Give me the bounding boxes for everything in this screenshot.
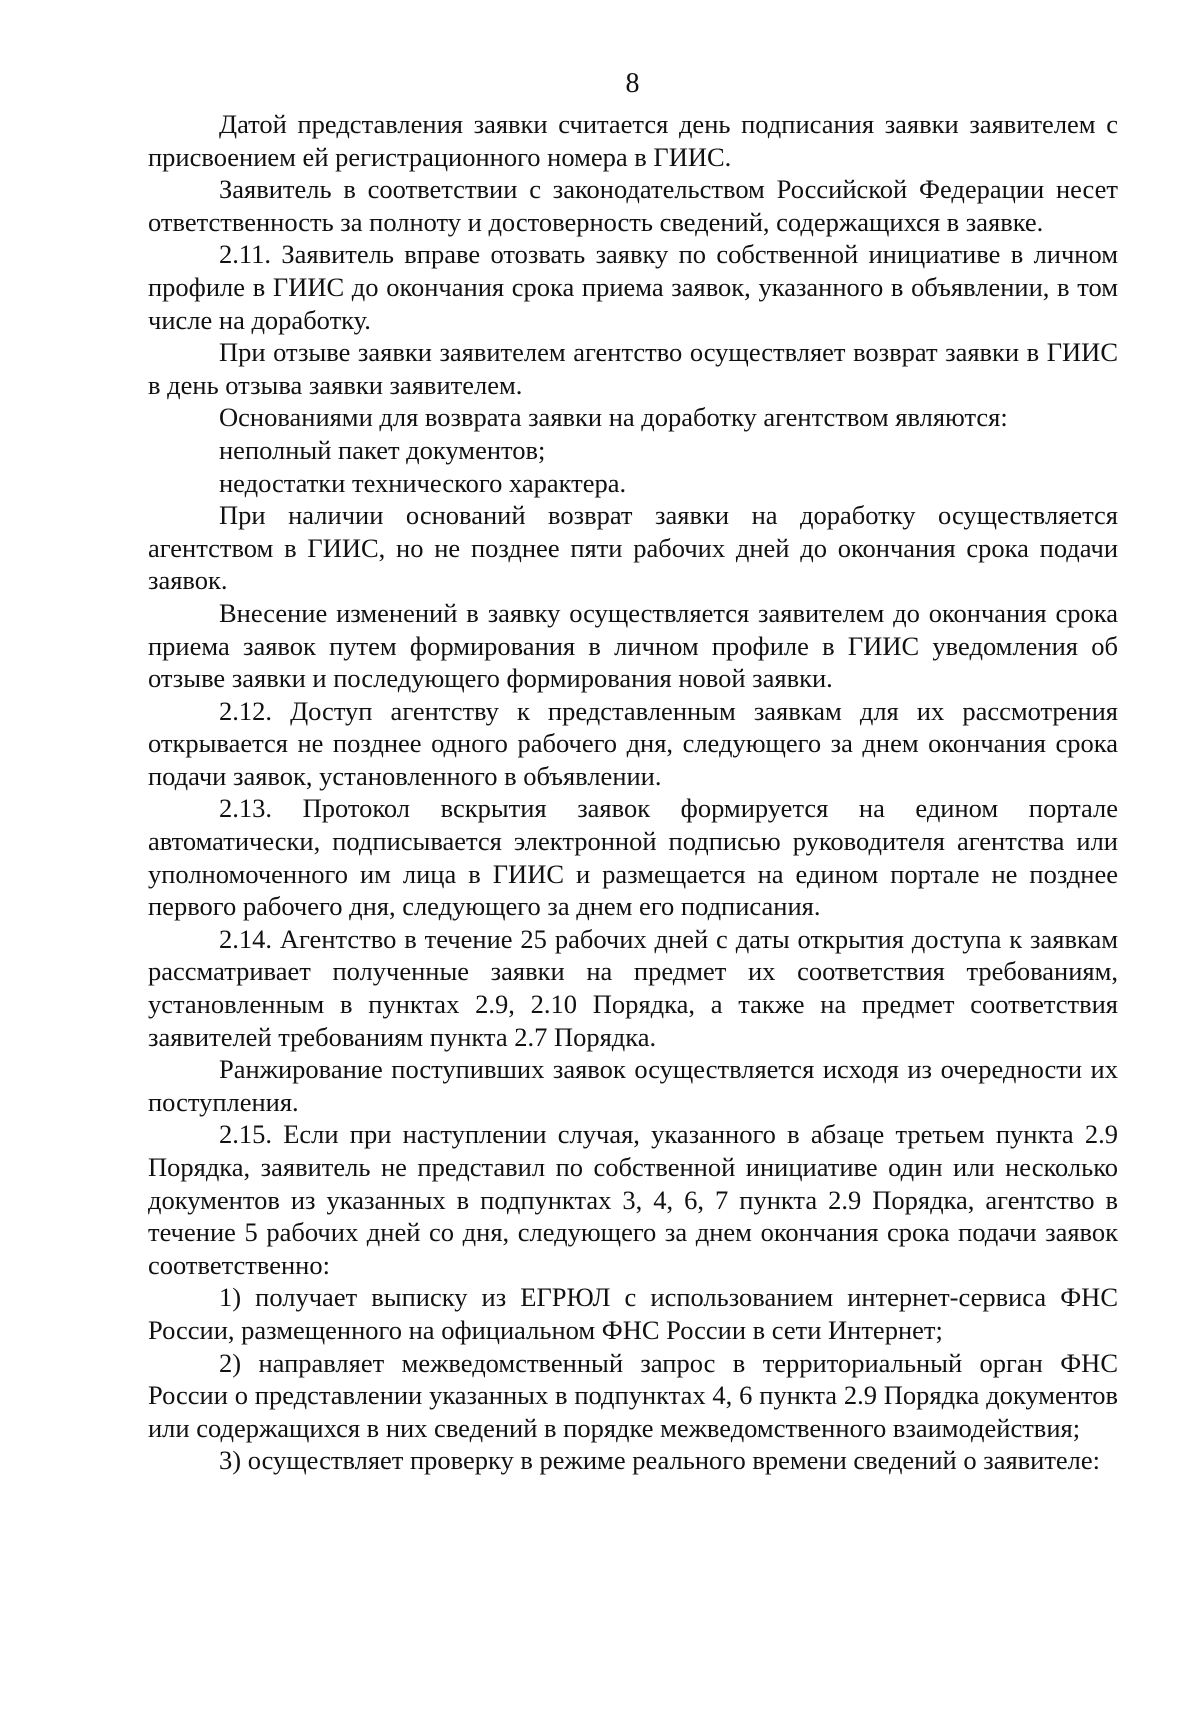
paragraph-applicant-responsibility: Заявитель в соответствии с законодательством Российской Федерации несет ответственность за полноту и достоверность сведений, содержащихся в заявке.: [148, 174, 1118, 237]
paragraph-application-changes: Внесение изменений в заявку осуществляется заявителем до окончания срока приема заявок путем формирования в личном профиле в ГИИС уведомления об отзыве заявки и последующего формирования новой заявки.: [148, 597, 1118, 694]
paragraph-2-13: 2.13. Протокол вскрытия заявок формируется на едином портале автоматически, подписывается электронной подписью руководителя агентства или уполномоченного им лица в ГИИС и размещается на едином портале не позднее первого рабочего дня, следующего за днем его подписания.: [148, 793, 1118, 922]
list-item-2: 2) направляет межведомственный запрос в территориальный орган ФНС России о представлении указанных в подпунктах 4, 6 пункта 2.9 Порядка документов или содержащихся в них сведений в порядке межведомственного взаимодействия;: [148, 1347, 1118, 1443]
paragraph-2-14: 2.14. Агентство в течение 25 рабочих дней с даты открытия доступа к заявкам рассматривает полученные заявки на предмет их соответствия требованиям, установленным в пунктах 2.9, 2.10 Порядка, а также на предмет соответствия заявителей требованиям пункта 2.7 Порядка.: [148, 923, 1118, 1052]
document-body: [148, 108, 1118, 1477]
paragraph-submission-date: Датой представления заявки считается день подписания заявки заявителем с присвоением ей регистрационного номера в ГИИС.: [148, 109, 1118, 172]
paragraph-technical-flaws: недостатки технического характера.: [219, 467, 627, 498]
page-number: 8: [625, 68, 640, 99]
list-item-1: 1) получает выписку из ЕГРЮЛ с использованием интернет-сервиса ФНС России, размещенного на официальном ФНС России в сети Интернет;: [148, 1282, 1118, 1345]
paragraph-ranking: Ранжирование поступивших заявок осуществляется исходя из очередности их поступления.: [148, 1054, 1118, 1117]
paragraph-withdrawal-return: При отзыве заявки заявителем агентство осуществляет возврат заявки в ГИИС в день отзыва заявки заявителем.: [148, 337, 1118, 400]
paragraph-incomplete-package: неполный пакет документов;: [219, 434, 546, 465]
paragraph-2-15: 2.15. Если при наступлении случая, указанного в абзаце третьем пункта 2.9 Порядка, заявитель не представил по собственной инициативе один или несколько документов из указанных в подпунктах 3, 4, 6, 7 пункта 2.9 Порядка, агентство в течение 5 рабочих дней со дня, следующего за днем окончания срока подачи заявок соответственно:: [148, 1119, 1118, 1280]
list-item-3: 3) осуществляет проверку в режиме реального времени сведений о заявителе:: [219, 1445, 1101, 1476]
paragraph-return-deadline: При наличии оснований возврат заявки на доработку осуществляется агентством в ГИИС, но не позднее пяти рабочих дней до окончания срока подачи заявок.: [148, 500, 1118, 596]
paragraph-return-grounds: Основаниями для возврата заявки на доработку агентством являются:: [219, 402, 1008, 433]
paragraph-2-12: 2.12. Доступ агентству к представленным заявкам для их рассмотрения открывается не позднее одного рабочего дня, следующего за днем окончания срока подачи заявок, установленного в объявлении.: [148, 695, 1118, 791]
paragraph-2-11: 2.11. Заявитель вправе отозвать заявку по собственной инициативе в личном профиле в ГИИС до окончания срока приема заявок, указанного в объявлении, в том числе на доработку.: [148, 239, 1118, 335]
